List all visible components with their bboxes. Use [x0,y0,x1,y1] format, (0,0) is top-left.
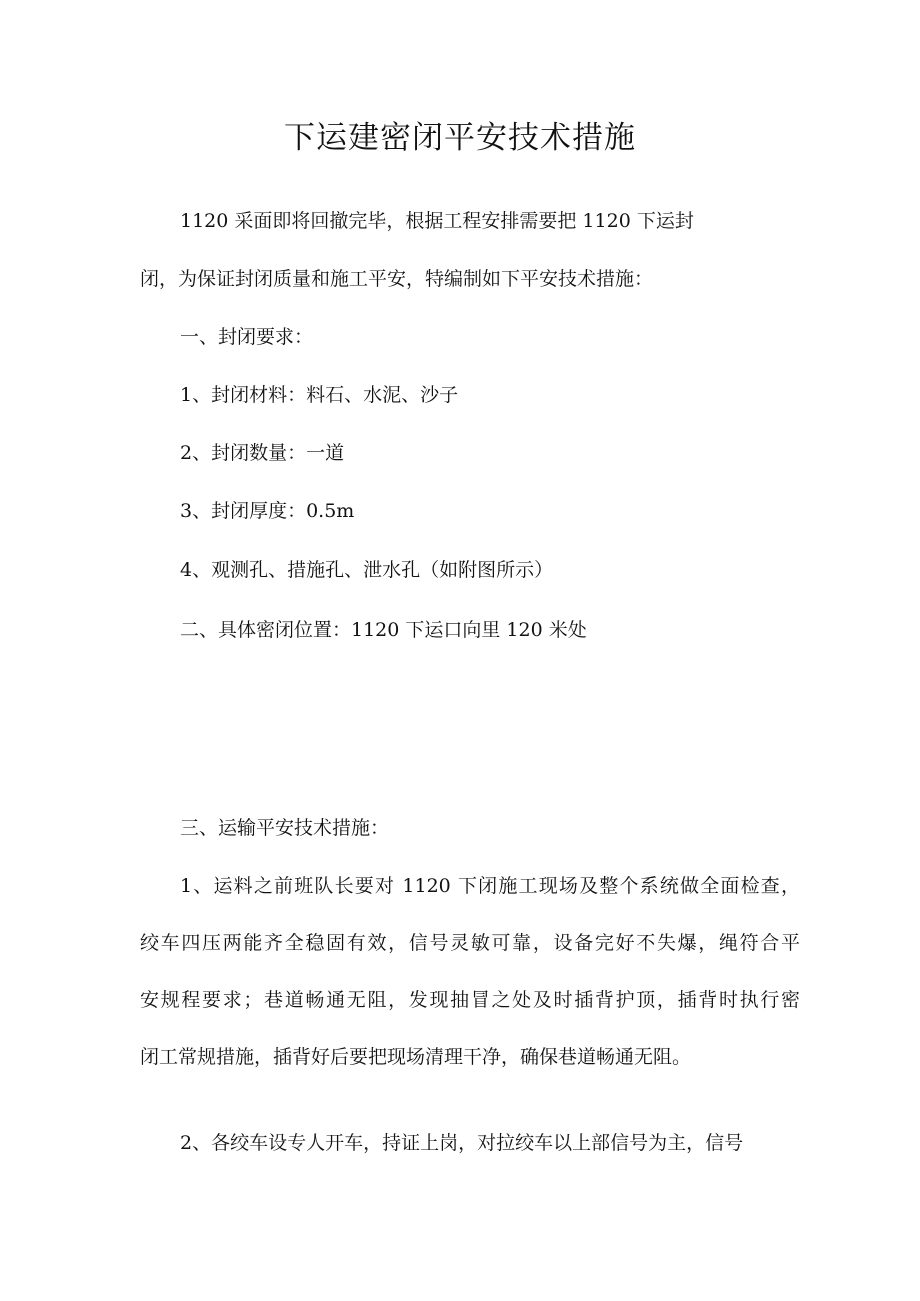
section-1-item-1: 1、封闭材料：料石、水泥、沙子 [180,384,459,406]
section-1-item-4: 4、观测孔、措施孔、泄水孔（如附图所示） [180,559,554,581]
section-1-heading: 一、封闭要求： [180,326,314,348]
section-3-para-1-line-1: 1、运料之前班队长要对 1120 下闭施工现场及整个系统做全面检查， [180,875,800,897]
section-3-para-1-line-3: 安规程要求；巷道畅通无阻，发现抽冒之处及时插背护顶，插背时执行密 [140,989,800,1011]
section-1-item-3: 3、封闭厚度：0.5m [180,500,355,522]
section-3-heading: 三、运输平安技术措施： [180,817,390,839]
intro-line-2: 闭，为保证封闭质量和施工平安，特编制如下平安技术措施： [140,268,654,290]
intro-line-1: 1120 采面即将回撤完毕，根据工程安排需要把 1120 下运封 [180,210,694,232]
section-1-item-2: 2、封闭数量：一道 [180,442,345,464]
section-3-para-2-line-1: 2、各绞车设专人开车，持证上岗，对拉绞车以上部信号为主，信号 [180,1132,744,1154]
section-3-para-1-line-2: 绞车四压两能齐全稳固有效，信号灵敏可靠，设备完好不失爆，绳符合平 [140,932,800,954]
document-title: 下运建密闭平安技术措施 [284,120,636,156]
section-3-para-1-line-4: 闭工常规措施，插背好后要把现场清理干净，确保巷道畅通无阻。 [140,1046,692,1068]
section-2-heading: 二、具体密闭位置：1120 下运口向里 120 米处 [180,619,587,641]
